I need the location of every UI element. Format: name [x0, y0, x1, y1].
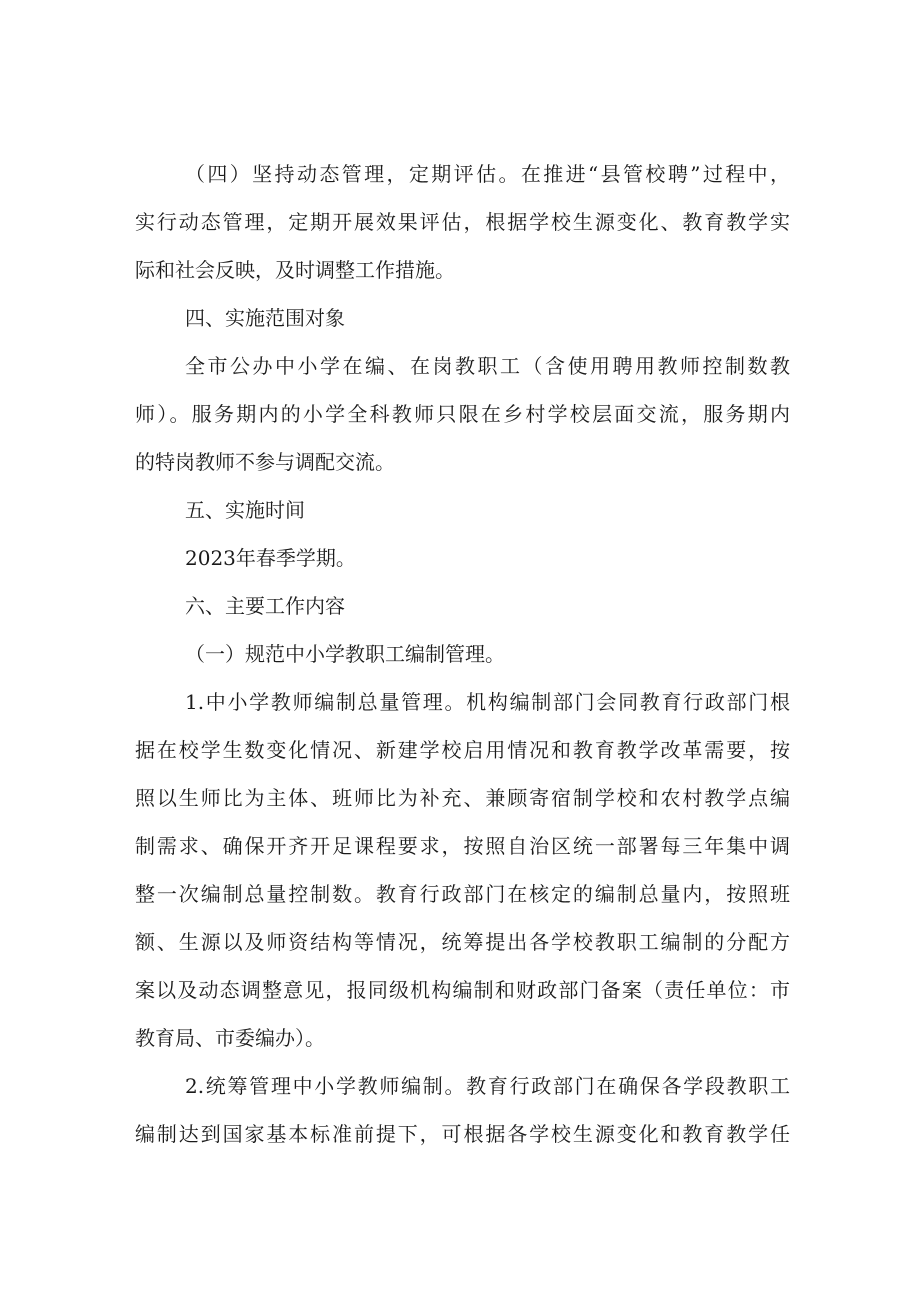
- text-line: 据在校学生数变化情况、新建学校启用情况和教育教学改革需要，按: [135, 738, 790, 762]
- text-line: 整一次编制总量控制数。教育行政部门在核定的编制总量内，按照班: [135, 882, 790, 906]
- paragraph-item-1: [135, 678, 790, 1062]
- text-line: 制需求、确保开齐开足课程要求，按照自治区统一部署每三年集中调: [135, 834, 790, 858]
- paragraph-dynamic-management: [135, 150, 790, 294]
- text-line: 照以生师比为主体、班师比为补充、兼顾寄宿制学校和农村教学点编: [135, 786, 790, 810]
- text-line: 1.中小学教师编制总量管理。机构编制部门会同教育行政部门根: [185, 690, 790, 714]
- section-heading-time: 五、实施时间: [185, 498, 305, 522]
- text-line: （四）坚持动态管理，定期评估。在推进“县管校聘”过程中，: [185, 162, 790, 186]
- document-page: [135, 150, 790, 1158]
- text-line: 编制达到国家基本标准前提下，可根据各学校生源变化和教育教学任: [135, 1122, 790, 1146]
- text-line: 的特岗教师不参与调配交流。: [135, 450, 395, 474]
- text-line: 实行动态管理，定期开展效果评估，根据学校生源变化、教育教学实: [135, 210, 790, 234]
- text-line: 全市公办中小学在编、在岗教职工（含使用聘用教师控制数教: [185, 354, 790, 378]
- paragraph-time: 2023年春季学期。: [185, 546, 356, 570]
- text-line: 师）。服务期内的小学全科教师只限在乡村学校层面交流，服务期内: [135, 402, 790, 426]
- paragraph-scope: [135, 342, 790, 486]
- text-line: 额、生源以及师资结构等情况，统筹提出各学校教职工编制的分配方: [135, 930, 790, 954]
- text-line: 案以及动态调整意见，报同级机构编制和财政部门备案（责任单位：市: [135, 978, 790, 1002]
- subsection-heading-staffing: （一）规范中小学教职工编制管理。: [185, 642, 505, 666]
- text-line: 2.统筹管理中小学教师编制。教育行政部门在确保各学段教职工: [185, 1074, 790, 1098]
- text-line: 教育局、市委编办）。: [135, 1026, 325, 1050]
- section-heading-main-content: 六、主要工作内容: [185, 594, 345, 618]
- text-line: 际和社会反映，及时调整工作措施。: [135, 258, 455, 282]
- paragraph-item-2: [135, 1062, 790, 1158]
- section-heading-scope: 四、实施范围对象: [185, 306, 345, 330]
